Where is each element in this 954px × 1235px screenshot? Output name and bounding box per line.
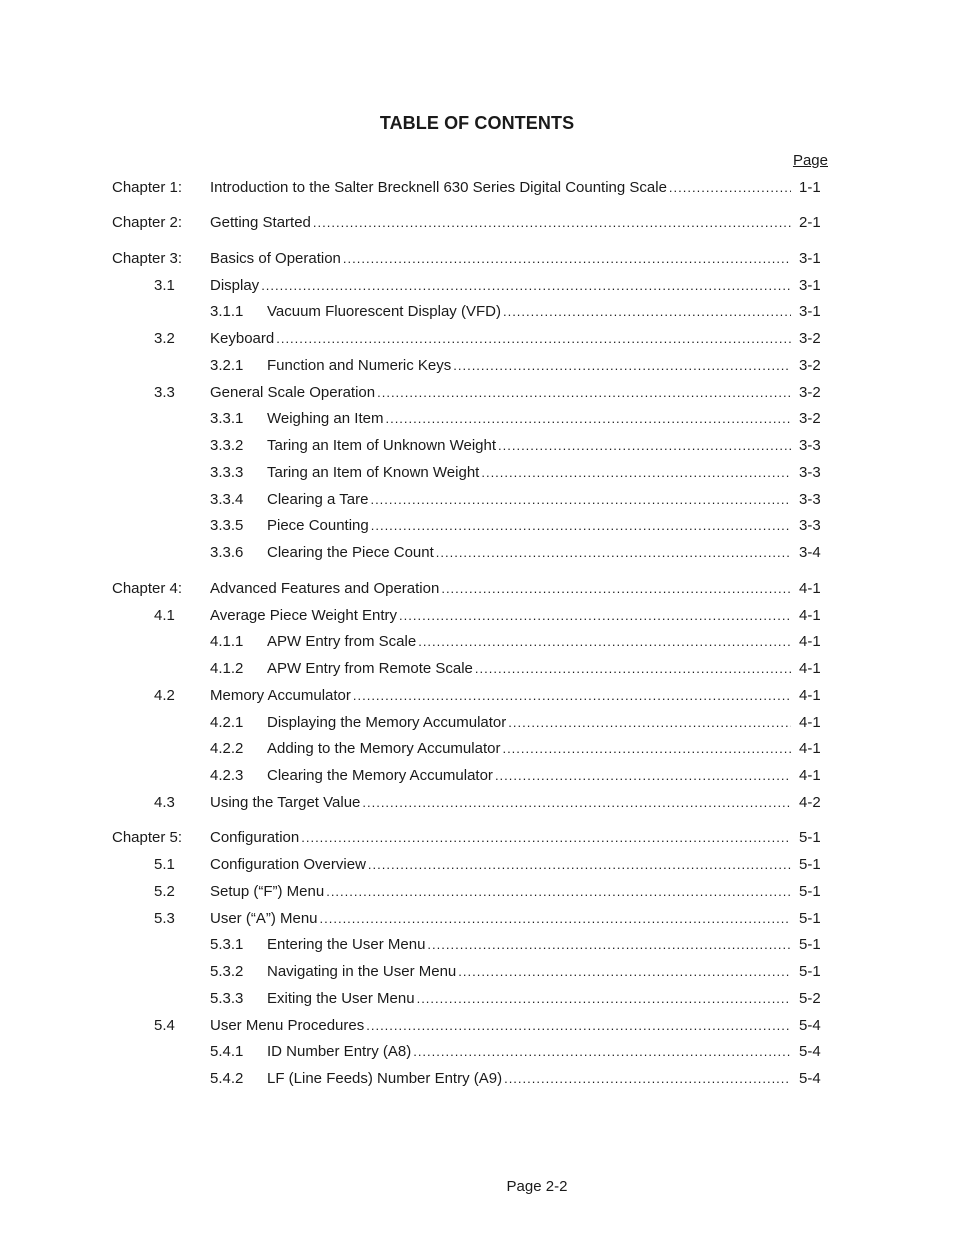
dot-leader	[481, 463, 791, 483]
toc-entry[interactable]	[0, 1069, 954, 1089]
toc-entry[interactable]	[0, 739, 954, 759]
dot-leader	[441, 579, 791, 599]
dot-leader	[427, 935, 791, 955]
footer-page-number: Page 2-2	[506, 1178, 568, 1195]
toc-entry-page: 3-3	[799, 517, 821, 534]
toc-entry[interactable]	[0, 490, 954, 510]
toc-entry-title-line	[210, 686, 794, 706]
toc-entry-page: 2-1	[799, 214, 821, 231]
toc-entry-title[interactable]: Clearing the Piece Count	[267, 544, 434, 561]
toc-entry[interactable]	[0, 1042, 954, 1062]
toc-entry-title-line	[210, 882, 794, 902]
toc-entry[interactable]	[0, 962, 954, 982]
toc-entry-page: 4-2	[799, 794, 821, 811]
toc-entry-title[interactable]: APW Entry from Remote Scale	[267, 660, 473, 677]
toc-entry-title-line	[267, 356, 794, 376]
toc-entry-title-line	[267, 1042, 794, 1062]
toc-entry-title[interactable]: Display	[210, 277, 260, 294]
toc-entry[interactable]	[0, 329, 954, 349]
toc-entry[interactable]	[0, 249, 954, 269]
dot-leader	[413, 1042, 791, 1062]
dot-leader	[326, 882, 791, 902]
toc-entry-page: 3-2	[799, 357, 821, 374]
toc-entry-title[interactable]: Adding to the Memory Accumulator	[267, 740, 501, 757]
toc-entry-number: 5.4.2	[210, 1070, 244, 1087]
toc-entry-title-line	[267, 302, 794, 322]
page-footer	[0, 1178, 954, 1195]
toc-entry-page: 3-4	[799, 544, 821, 561]
toc-entry-title[interactable]: Memory Accumulator	[210, 687, 351, 704]
toc-entry[interactable]	[0, 686, 954, 706]
toc-entry-number: 5.4	[154, 1017, 175, 1034]
dot-leader	[458, 962, 791, 982]
toc-entry-title[interactable]: Average Piece Weight Entry	[210, 607, 398, 624]
toc-entry-number: Chapter 3:	[112, 250, 183, 267]
toc-entry-title[interactable]: Introduction to the Salter Brecknell 630 Series Digital Counting Scale	[210, 179, 667, 196]
dot-leader	[503, 302, 791, 322]
toc-entry-page: 4-1	[799, 714, 821, 731]
toc-entry-title-line	[210, 828, 794, 848]
toc-entry-title[interactable]: APW Entry from Scale	[267, 633, 417, 650]
toc-entry-title-line	[267, 713, 794, 733]
toc-entry-page: 5-1	[799, 963, 821, 980]
toc-entry-title-line	[210, 579, 794, 599]
toc-entry-number: 3.2.1	[210, 357, 244, 374]
toc-entry-title[interactable]: User Menu Procedures	[210, 1017, 365, 1034]
toc-entry[interactable]	[0, 356, 954, 376]
toc-entry-page: 5-1	[799, 856, 821, 873]
toc-entry-number: 5.3.1	[210, 936, 244, 953]
toc-entry-number: 5.1	[154, 856, 175, 873]
toc-entry-number: 4.1.2	[210, 660, 244, 677]
toc-entry-title[interactable]: Configuration Overview	[210, 856, 366, 873]
toc-entry[interactable]	[0, 659, 954, 679]
toc-entry-title[interactable]: Advanced Features and Operation	[210, 580, 440, 597]
toc-entry[interactable]	[0, 579, 954, 599]
toc-entry-title-line	[210, 1016, 794, 1036]
dot-leader	[343, 249, 791, 269]
toc-entry-number: 5.3.3	[210, 990, 244, 1007]
dot-leader	[301, 828, 791, 848]
toc-entry[interactable]	[0, 766, 954, 786]
toc-entry-number: 5.2	[154, 883, 175, 900]
toc-entry-number: Chapter 2:	[112, 214, 183, 231]
toc-entry-page: 3-1	[799, 250, 821, 267]
toc-entry-title[interactable]: Taring an Item of Known Weight	[267, 464, 480, 481]
toc-entry-number: Chapter 1:	[112, 179, 183, 196]
toc-entry-title-line	[267, 632, 794, 652]
toc-entry-title[interactable]: Weighing an Item	[267, 410, 384, 427]
toc-entry[interactable]	[0, 516, 954, 536]
toc-entry-number: 4.1.1	[210, 633, 244, 650]
dot-leader	[508, 713, 791, 733]
toc-entry-title-line	[267, 490, 794, 510]
toc-entry[interactable]	[0, 302, 954, 322]
toc-entry-title-line	[267, 516, 794, 536]
dot-leader	[399, 606, 791, 626]
toc-entry-title-line	[210, 249, 794, 269]
toc-entry-number: 4.3	[154, 794, 175, 811]
toc-entry-title-line	[267, 1069, 794, 1089]
dot-leader	[475, 659, 791, 679]
toc-entry-title-line	[210, 606, 794, 626]
toc-entry[interactable]	[0, 436, 954, 456]
toc-entry-page: 3-3	[799, 464, 821, 481]
dot-leader	[371, 516, 791, 536]
toc-entry[interactable]	[0, 409, 954, 429]
toc-entry-title-line	[267, 543, 794, 563]
toc-entry-title-line	[267, 409, 794, 429]
dot-leader	[495, 766, 791, 786]
toc-entry-page: 4-1	[799, 633, 821, 650]
toc-entry-title[interactable]: Exiting the User Menu	[267, 990, 415, 1007]
dot-leader	[453, 356, 791, 376]
toc-entry[interactable]	[0, 213, 954, 233]
dot-leader	[370, 490, 791, 510]
dot-leader	[436, 543, 791, 563]
toc-entry-title[interactable]: Configuration	[210, 829, 300, 846]
toc-entry-title[interactable]: Navigating in the User Menu	[267, 963, 457, 980]
toc-entry-page: 1-1	[799, 179, 821, 196]
toc-entry-title[interactable]: Using the Target Value	[210, 794, 361, 811]
toc-entry-number: 4.2.3	[210, 767, 244, 784]
toc-entry-page: 5-4	[799, 1070, 821, 1087]
toc-entry-title-line	[267, 766, 794, 786]
dot-leader	[385, 409, 791, 429]
toc-entry-title[interactable]: Clearing a Tare	[267, 491, 369, 508]
toc-entry-number: 3.3.1	[210, 410, 244, 427]
toc-entry-title[interactable]: User (“A”) Menu	[210, 910, 318, 927]
toc-entry-number: 3.2	[154, 330, 175, 347]
toc-entry-title[interactable]: Displaying the Memory Accumulator	[267, 714, 507, 731]
toc-entry-number: 4.2.2	[210, 740, 244, 757]
toc-entry[interactable]	[0, 178, 954, 198]
toc-entry[interactable]	[0, 276, 954, 296]
toc-entry-number: 4.2.1	[210, 714, 244, 731]
toc-entry-title-line	[210, 855, 794, 875]
dot-leader	[504, 1069, 791, 1089]
toc-entry-title-line	[267, 463, 794, 483]
dot-leader	[276, 329, 791, 349]
toc-entry-number: 3.3.2	[210, 437, 244, 454]
toc-entry[interactable]	[0, 855, 954, 875]
toc-entry-title[interactable]: Vacuum Fluorescent Display (VFD)	[267, 303, 501, 320]
toc-entry-number: 3.3.4	[210, 491, 244, 508]
toc-entry-title-line	[267, 962, 794, 982]
toc-entry-number: 3.1.1	[210, 303, 244, 320]
toc-entry-number: 4.1	[154, 607, 175, 624]
toc-entry-page: 3-2	[799, 410, 821, 427]
toc-entry-title-line	[267, 436, 794, 456]
toc-entry-title-line	[267, 659, 794, 679]
dot-leader	[669, 178, 791, 198]
toc-entry-page: 5-1	[799, 883, 821, 900]
toc-entry-title[interactable]: Taring an Item of Unknown Weight	[267, 437, 497, 454]
toc-entry-title[interactable]: Function and Numeric Keys	[267, 357, 452, 374]
toc-entry-title-line	[267, 935, 794, 955]
toc-entry-title-line	[210, 213, 794, 233]
toc-entry-title[interactable]: Piece Counting	[267, 517, 369, 534]
toc-entry-number: 3.3.5	[210, 517, 244, 534]
page-column-header: Page	[792, 152, 828, 169]
toc-entry-number: 5.3.2	[210, 963, 244, 980]
toc-entry-number: 3.3.6	[210, 544, 244, 561]
toc-entry-title[interactable]: General Scale Operation	[210, 384, 376, 401]
toc-entry-title[interactable]: ID Number Entry (A8)	[267, 1043, 412, 1060]
toc-entry-page: 4-1	[799, 607, 821, 624]
dot-leader	[313, 213, 791, 233]
toc-entry-title-line	[210, 909, 794, 929]
toc-entry-title-line	[210, 793, 794, 813]
toc-entry-title-line	[210, 329, 794, 349]
toc-entry-title-line	[210, 276, 794, 296]
toc-entry[interactable]	[0, 828, 954, 848]
toc-entry-number: 3.3.3	[210, 464, 244, 481]
dot-leader	[362, 793, 791, 813]
toc-entry-title[interactable]: Setup (“F”) Menu	[210, 883, 325, 900]
toc-entry-page: 5-1	[799, 936, 821, 953]
toc-entry-title[interactable]: Getting Started	[210, 214, 311, 231]
toc-entry-title-line	[267, 739, 794, 759]
toc-entry[interactable]	[0, 935, 954, 955]
toc-entry-page: 4-1	[799, 767, 821, 784]
dot-leader	[418, 632, 791, 652]
toc-entry-page: 4-1	[799, 660, 821, 677]
toc-entry[interactable]	[0, 882, 954, 902]
toc-entry-title[interactable]: Keyboard	[210, 330, 275, 347]
toc-entry-number: 5.4.1	[210, 1043, 244, 1060]
dot-leader	[261, 276, 791, 296]
toc-entry[interactable]	[0, 1016, 954, 1036]
toc-entry[interactable]	[0, 606, 954, 626]
toc-entry-title[interactable]: Basics of Operation	[210, 250, 341, 267]
dot-leader	[502, 739, 791, 759]
toc-entry-page: 3-1	[799, 303, 821, 320]
toc-entry-page: 3-1	[799, 277, 821, 294]
toc-entry-page: 4-1	[799, 740, 821, 757]
toc-entry-title[interactable]: LF (Line Feeds) Number Entry (A9)	[267, 1070, 503, 1087]
toc-entry[interactable]	[0, 543, 954, 563]
toc-entry-page: 3-3	[799, 491, 821, 508]
toc-entry-page: 5-1	[799, 829, 821, 846]
toc-entry-page: 5-4	[799, 1017, 821, 1034]
toc-entry-page: 3-3	[799, 437, 821, 454]
toc-entry-number: 3.1	[154, 277, 175, 294]
toc-entry-title-line	[210, 383, 794, 403]
dot-leader	[377, 383, 791, 403]
dot-leader	[417, 989, 791, 1009]
toc-entry-title-line	[267, 989, 794, 1009]
toc-entry[interactable]	[0, 713, 954, 733]
toc-entry-number: Chapter 4:	[112, 580, 183, 597]
toc-entry[interactable]	[0, 632, 954, 652]
toc-entry-page: 4-1	[799, 687, 821, 704]
toc-entry[interactable]	[0, 463, 954, 483]
toc-entry[interactable]	[0, 989, 954, 1009]
toc-entry-title[interactable]: Clearing the Memory Accumulator	[267, 767, 493, 784]
toc-entry[interactable]	[0, 909, 954, 929]
toc-entry[interactable]	[0, 793, 954, 813]
dot-leader	[498, 436, 791, 456]
toc-entry-page: 5-1	[799, 910, 821, 927]
toc-entry-page: 5-4	[799, 1043, 821, 1060]
toc-entry-title-line	[210, 178, 794, 198]
dot-leader	[368, 855, 791, 875]
toc-entry[interactable]	[0, 383, 954, 403]
toc-entry-page: 5-2	[799, 990, 821, 1007]
dot-leader	[320, 909, 791, 929]
toc-entry-number: 5.3	[154, 910, 175, 927]
toc-entry-page: 3-2	[799, 330, 821, 347]
toc-entry-number: Chapter 5:	[112, 829, 183, 846]
toc-entry-page: 4-1	[799, 580, 821, 597]
toc-entry-number: 3.3	[154, 384, 175, 401]
toc-entry-page: 3-2	[799, 384, 821, 401]
toc-entry-number: 4.2	[154, 687, 175, 704]
dot-leader	[353, 686, 791, 706]
toc-entry-title[interactable]: Entering the User Menu	[267, 936, 426, 953]
page-title: TABLE OF CONTENTS	[379, 113, 575, 133]
dot-leader	[366, 1016, 791, 1036]
